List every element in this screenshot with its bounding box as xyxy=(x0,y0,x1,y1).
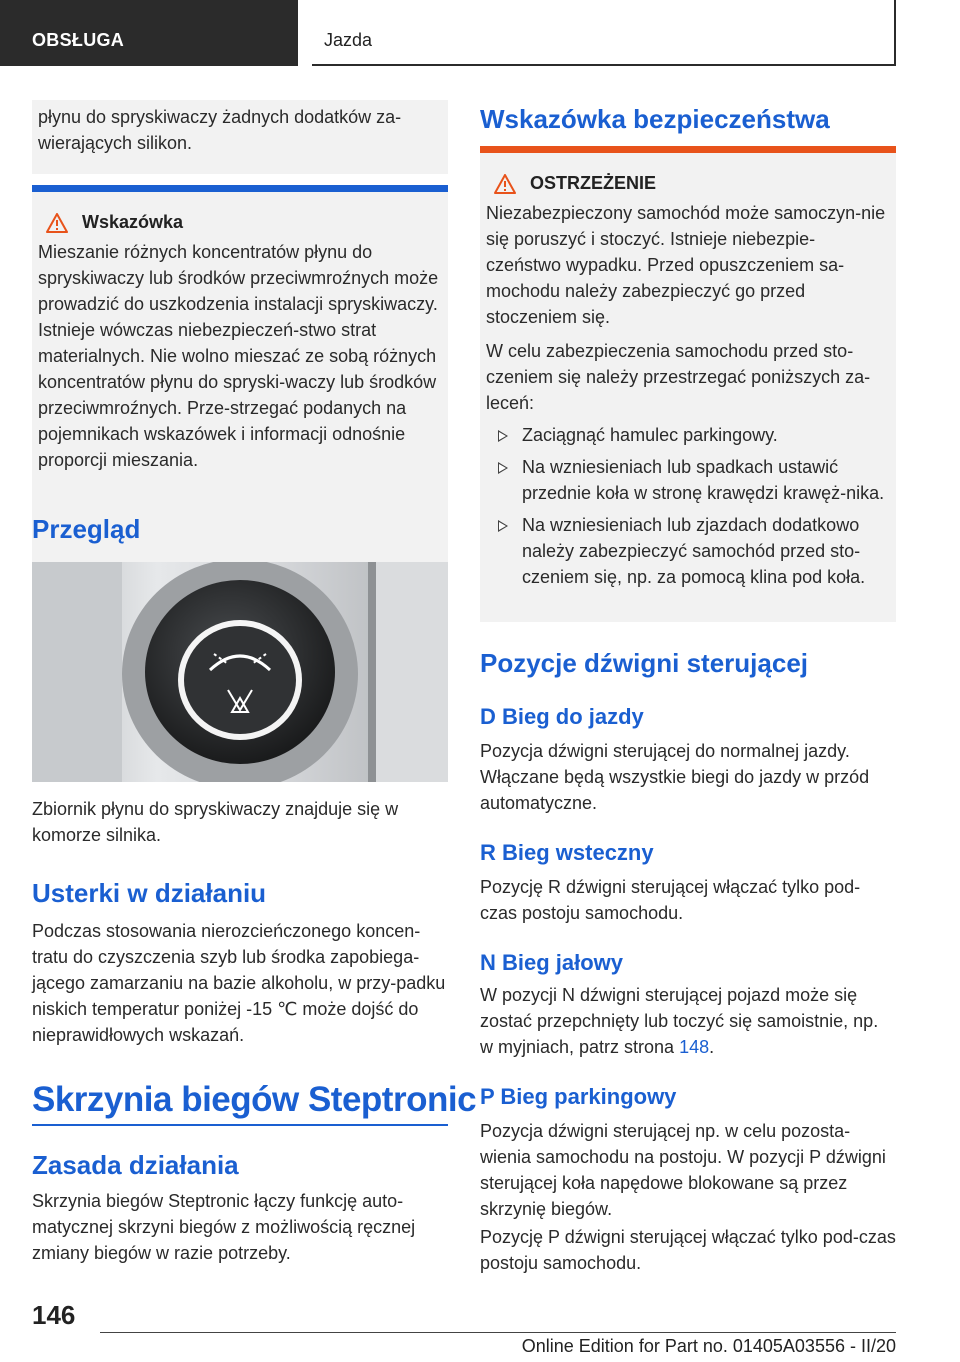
d-heading: D Bieg do jazdy xyxy=(480,704,644,729)
warning-list xyxy=(486,422,890,590)
malfunction-text: Podczas stosowania nierozcieńczonego koncen-tratu do czyszczenia szyb lub środka zapobiega-jącego zamarzaniu na bazie alkoholu, w przy-padku niskich temperatur poniżej -15 ℃ może dojść do nieprawidłowych wskazań. xyxy=(32,921,446,1045)
steptronic-heading: Skrzynia biegów Steptronic xyxy=(32,1080,477,1119)
edition-text: Online Edition for Part no. 01405A03556 - II/20 xyxy=(521,1336,896,1356)
p-text-1: Pozycja dźwigni sterującej np. w celu pozosta-wienia samochodu na postoju. W pozycji P dźwigni sterującej koła napędowe blokowane są przez skrzynię biegów. xyxy=(480,1121,886,1219)
page-link[interactable]: 148 xyxy=(679,1037,710,1057)
warning-paragraph-2: W celu zabezpieczenia samochodu przed sto-czeniem się należy przestrzegać poniższych za-leceń: xyxy=(486,341,871,413)
warning-title-row xyxy=(486,173,890,194)
chapter-title: Jazda xyxy=(324,30,373,50)
overview-caption: Zbiornik płynu do spryskiwaczy znajduje się w komorze silnika. xyxy=(32,799,399,845)
section-title: OBSŁUGA xyxy=(32,30,125,50)
section-tab xyxy=(0,0,298,66)
heading-underline xyxy=(32,1124,448,1126)
list-item: Na wzniesieniach lub zjazdach dodatkowo należy zabezpieczyć samochód przed sto-czeniem się, np. za pomocą klina pod koła. xyxy=(486,512,890,590)
note-body: Mieszanie różnych koncentratów płynu do spryskiwaczy lub środków przeciwmroźnych może prowadzić do uszkodzenia instalacji spryskiwaczy. Istnieje wówczas niebezpieczeń-stwo strat materialnych. Nie wolno mieszać ze sobą różnych koncentratów płynu do spryski-waczy lub środków przeciwmroźnych. Prze-strzegać podanych na pojemnikach wskazówek i informacji odnośnie proporcji mieszania. xyxy=(38,242,439,470)
p-text-2: Pozycję P dźwigni sterującej włączać tylko pod-czas postoju samochodu. xyxy=(480,1227,896,1273)
warning-box xyxy=(480,146,896,622)
overview-heading: Przegląd xyxy=(32,514,141,544)
chapter-tab xyxy=(312,0,896,66)
r-heading: R Bieg wsteczny xyxy=(480,840,654,865)
list-item: Na wzniesieniach lub spadkach ustawić przednie koła w stronę krawędzi krawęż-nika. xyxy=(486,454,890,506)
bullet-triangle-icon xyxy=(498,462,508,474)
continued-box xyxy=(32,100,448,174)
warning-triangle-icon xyxy=(494,174,516,194)
note-title: Wskazówka xyxy=(82,212,184,232)
selector-heading: Pozycje dźwigni sterującej xyxy=(480,648,808,678)
d-text: Pozycja dźwigni sterującej do normalnej jazdy. Włączane będą wszystkie biegi do jazdy w przód automatyczne. xyxy=(480,741,870,813)
bullet-triangle-icon xyxy=(498,520,508,532)
warning-paragraph-1: Niezabezpieczony samochód może samoczyn-nie się poruszyć i stoczyć. Istnieje niebezpie-czeństwo wypadku. Przed opuszczeniem sa-mochodu należy zabezpieczyć go przed stoczeniem się. xyxy=(486,203,886,327)
page-number: 146 xyxy=(32,1300,76,1330)
warning-title: OSTRZEŻENIE xyxy=(530,173,657,193)
principle-heading: Zasada działania xyxy=(32,1150,239,1180)
r-text: Pozycję R dźwigni sterującej włączać tylko pod-czas postoju samochodu. xyxy=(480,877,861,923)
malfunction-heading: Usterki w działaniu xyxy=(32,878,267,908)
warning-triangle-icon xyxy=(46,213,68,233)
footer-divider xyxy=(100,1332,896,1333)
washer-reservoir-photo xyxy=(32,562,448,782)
n-heading: N Bieg jałowy xyxy=(480,950,624,975)
n-text: W pozycji N dźwigni sterującej pojazd może się zostać przepchnięty lub toczyć się samoistnie, np. w myjniach, patrz strona 148. xyxy=(480,985,879,1057)
bullet-triangle-icon xyxy=(498,430,508,442)
p-heading: P Bieg parkingowy xyxy=(480,1084,677,1109)
principle-text: Skrzynia biegów Steptronic łączy funkcję auto-matycznej skrzyni biegów z możliwością ręcznej zmiany biegów w razie potrzeby. xyxy=(32,1191,416,1263)
washer-cap-image xyxy=(32,562,448,782)
safety-heading: Wskazówka bezpieczeństwa xyxy=(480,104,830,134)
list-item: Zaciągnąć hamulec parkingowy. xyxy=(486,422,890,448)
note-title-row xyxy=(38,212,440,233)
continued-text: płynu do spryskiwaczy żadnych dodatków za-wierających silikon. xyxy=(38,107,402,153)
